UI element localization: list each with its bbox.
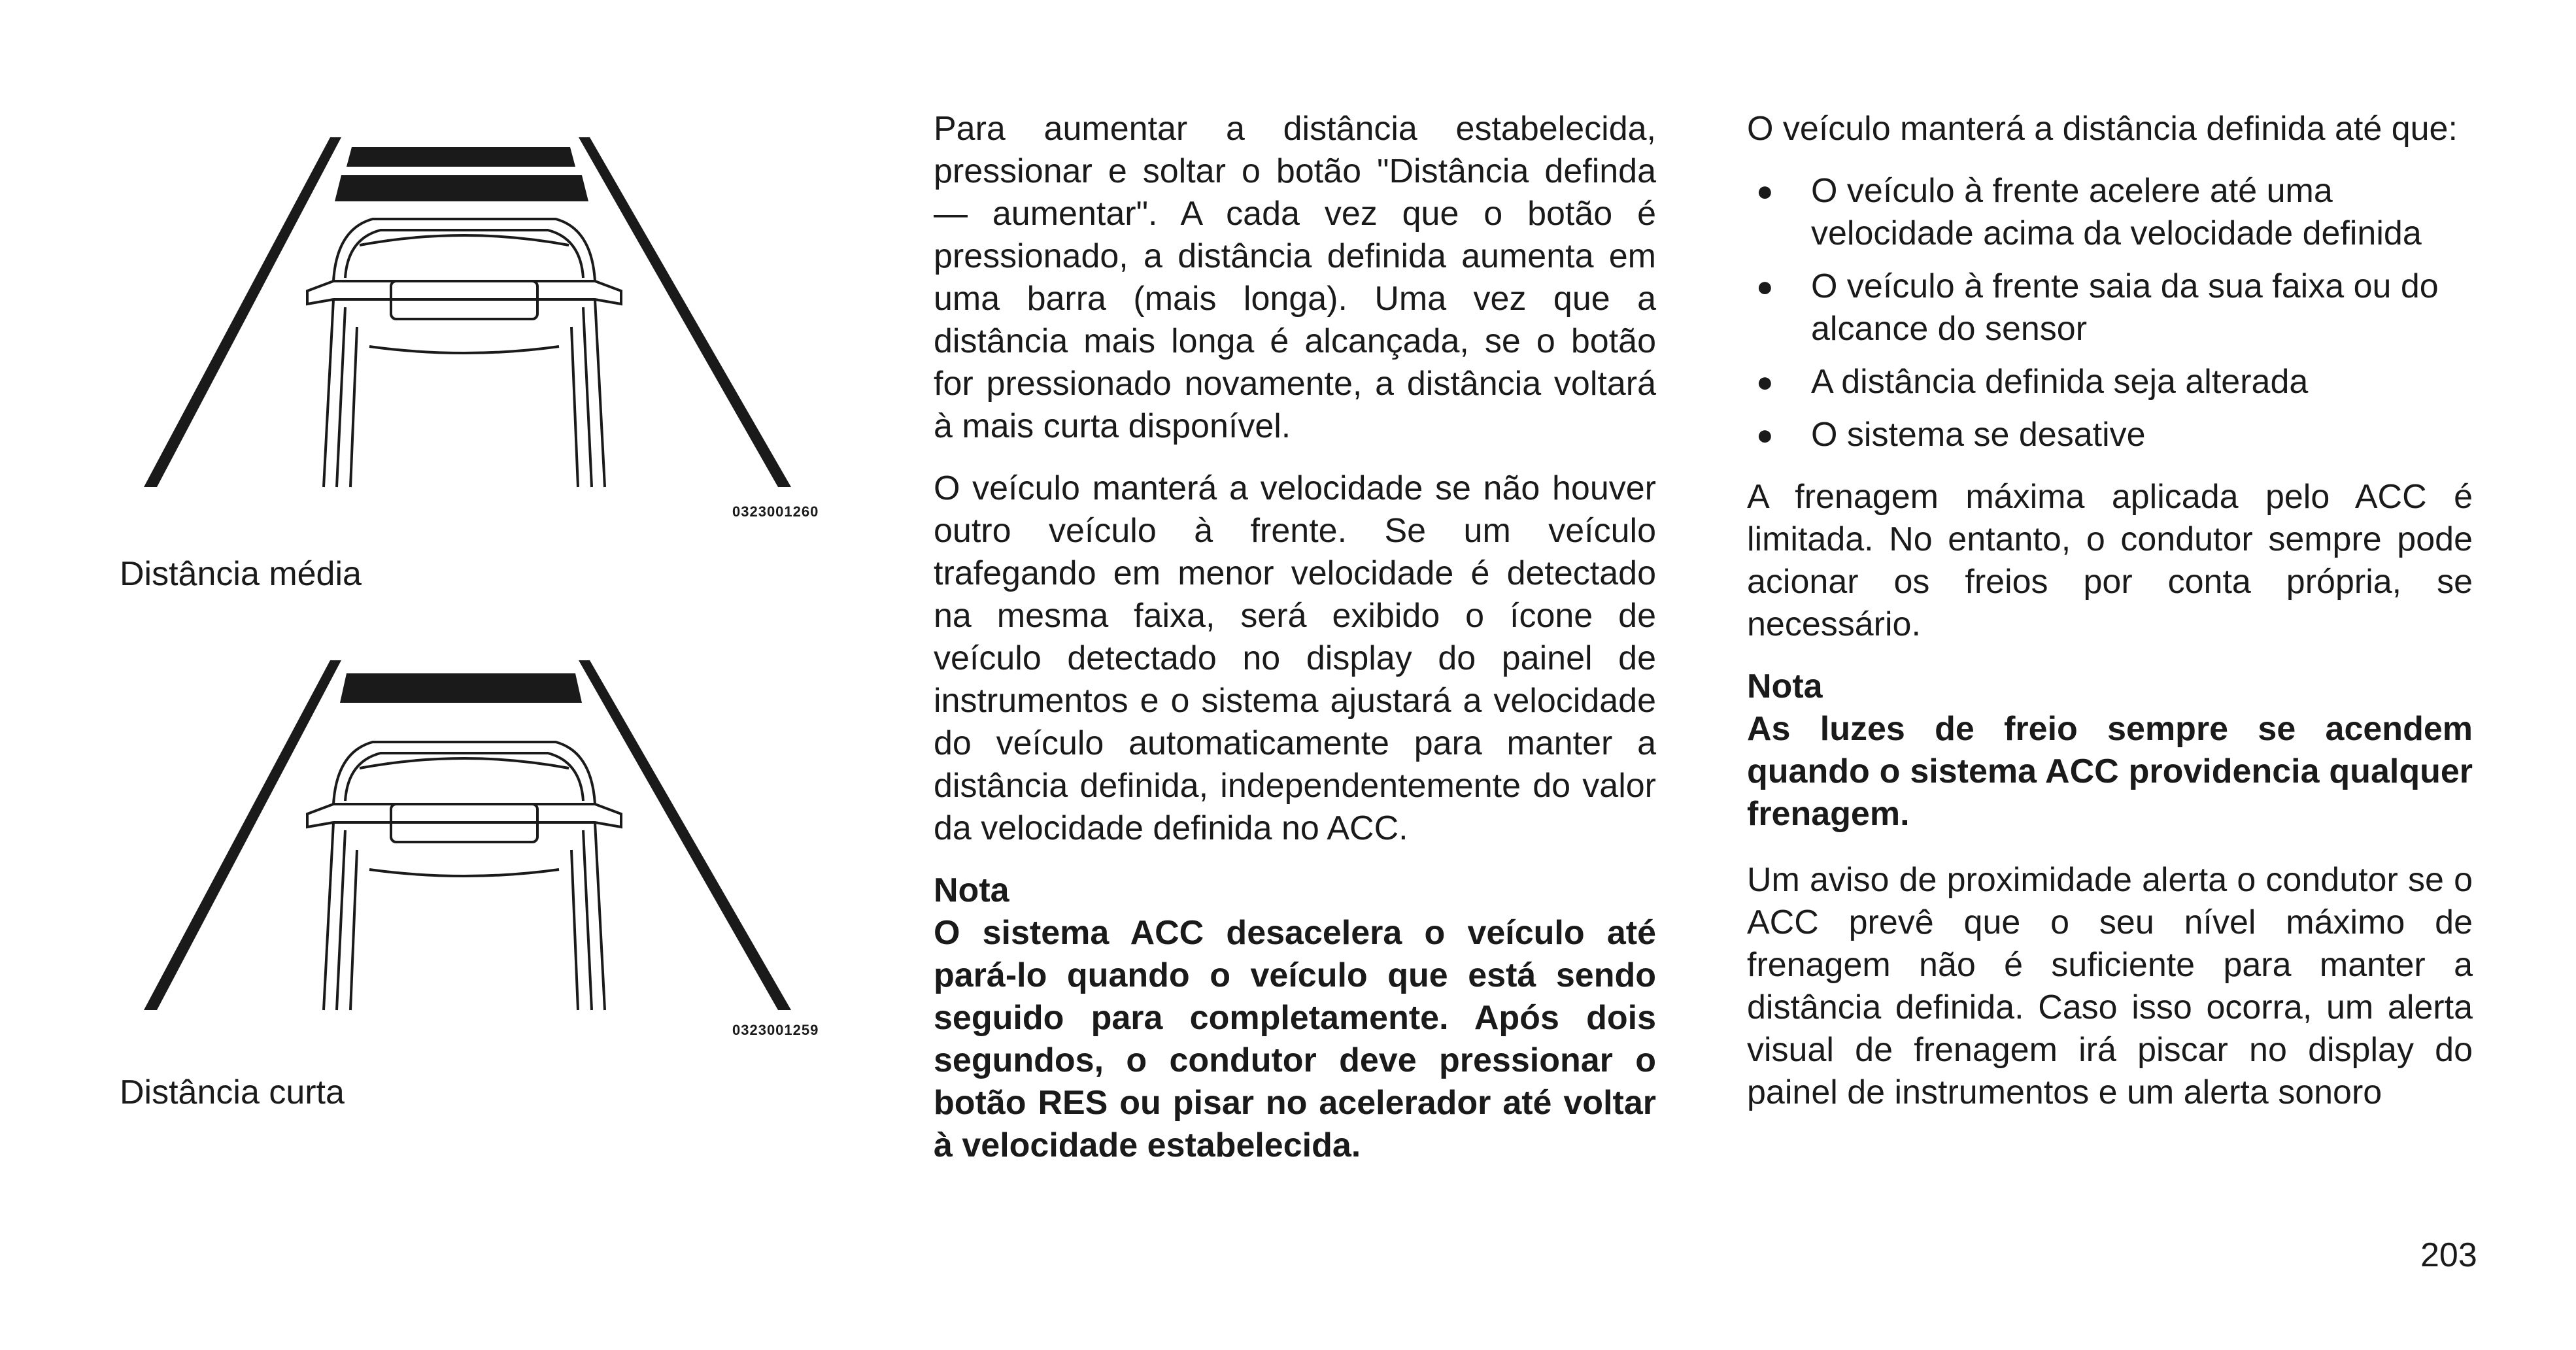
note-title: Nota	[934, 871, 1009, 909]
list-item: ● A distância definida seja alterada	[1747, 361, 2473, 403]
right-column	[1747, 108, 2473, 1134]
distance-bar	[335, 175, 588, 201]
note-title: Nota	[1747, 667, 1823, 705]
distance-bar	[340, 673, 582, 703]
figure-distance-short	[137, 654, 817, 1020]
note-body: O sistema ACC desacelera o veículo até pará-lo quando o veículo que está sendo seguido para completamente. Após dois segundos, o condutor deve pressionar o botão RES ou pisar no acelerador até voltar à velocidade estabelecida.	[934, 914, 1656, 1164]
note-body: As luzes de freio sempre se acendem quando o sistema ACC providencia qualquer frenagem.	[1747, 710, 2473, 833]
paragraph: Um aviso de proximidade alerta o condutor se o ACC prevê que o seu nível máximo de frenagem não é suficiente para manter a distância definida. Caso isso ocorra, um alerta visual de frenagem irá piscar no display do painel de instrumentos e um alerta sonoro	[1747, 861, 2473, 1111]
list-item: ● O veículo à frente acelere até uma velocidade acima da velocidade definida	[1747, 170, 2473, 255]
figure-distance-medium	[137, 131, 817, 497]
bullet-icon: ●	[1756, 419, 1774, 451]
paragraph: O veículo manterá a distância definida até que:	[1747, 110, 2458, 148]
list-item: ● O sistema se desative	[1747, 414, 2473, 456]
bullet-list	[1747, 170, 2473, 456]
bullet-icon: ●	[1756, 366, 1774, 398]
figure-code: 0323001260	[732, 503, 819, 520]
page-number: 203	[2420, 1236, 2477, 1274]
paragraph: A frenagem máxima aplicada pelo ACC é limitada. No entanto, o condutor sempre pode acionar os freios por conta própria, se necessário.	[1747, 478, 2473, 643]
paragraph: Para aumentar a distância estabelecida, pressionar e soltar o botão "Distância definda — aumentar". A cada vez que o botão é pressionado, a distância definida aumenta em uma barra (mais longa). Uma vez que a distância mais longa é alcançada, se o botão for pressionado novamente, a distância voltará à mais curta disponível.	[934, 110, 1656, 445]
middle-column	[934, 108, 1656, 1190]
distance-bar	[347, 147, 575, 167]
car-distance-illustration	[137, 654, 817, 1020]
paragraph: O veículo manterá a velocidade se não houver outro veículo à frente. Se um veículo trafegando em menor velocidade é detectado na mesma faixa, será exibido o ícone de veículo detectado no display do painel de instrumentos e o sistema ajustará a velocidade do veículo automaticamente para manter a distância definida, independentemente do valor da velocidade definida no ACC.	[934, 469, 1656, 847]
bullet-icon: ●	[1756, 271, 1774, 303]
list-item: ● O veículo à frente saia da sua faixa ou do alcance do sensor	[1747, 265, 2473, 350]
figure-caption: Distância média	[120, 555, 362, 593]
car-distance-illustration	[137, 131, 817, 497]
figure-caption: Distância curta	[120, 1073, 345, 1111]
bullet-icon: ●	[1756, 175, 1774, 207]
figure-code: 0323001259	[732, 1022, 819, 1038]
